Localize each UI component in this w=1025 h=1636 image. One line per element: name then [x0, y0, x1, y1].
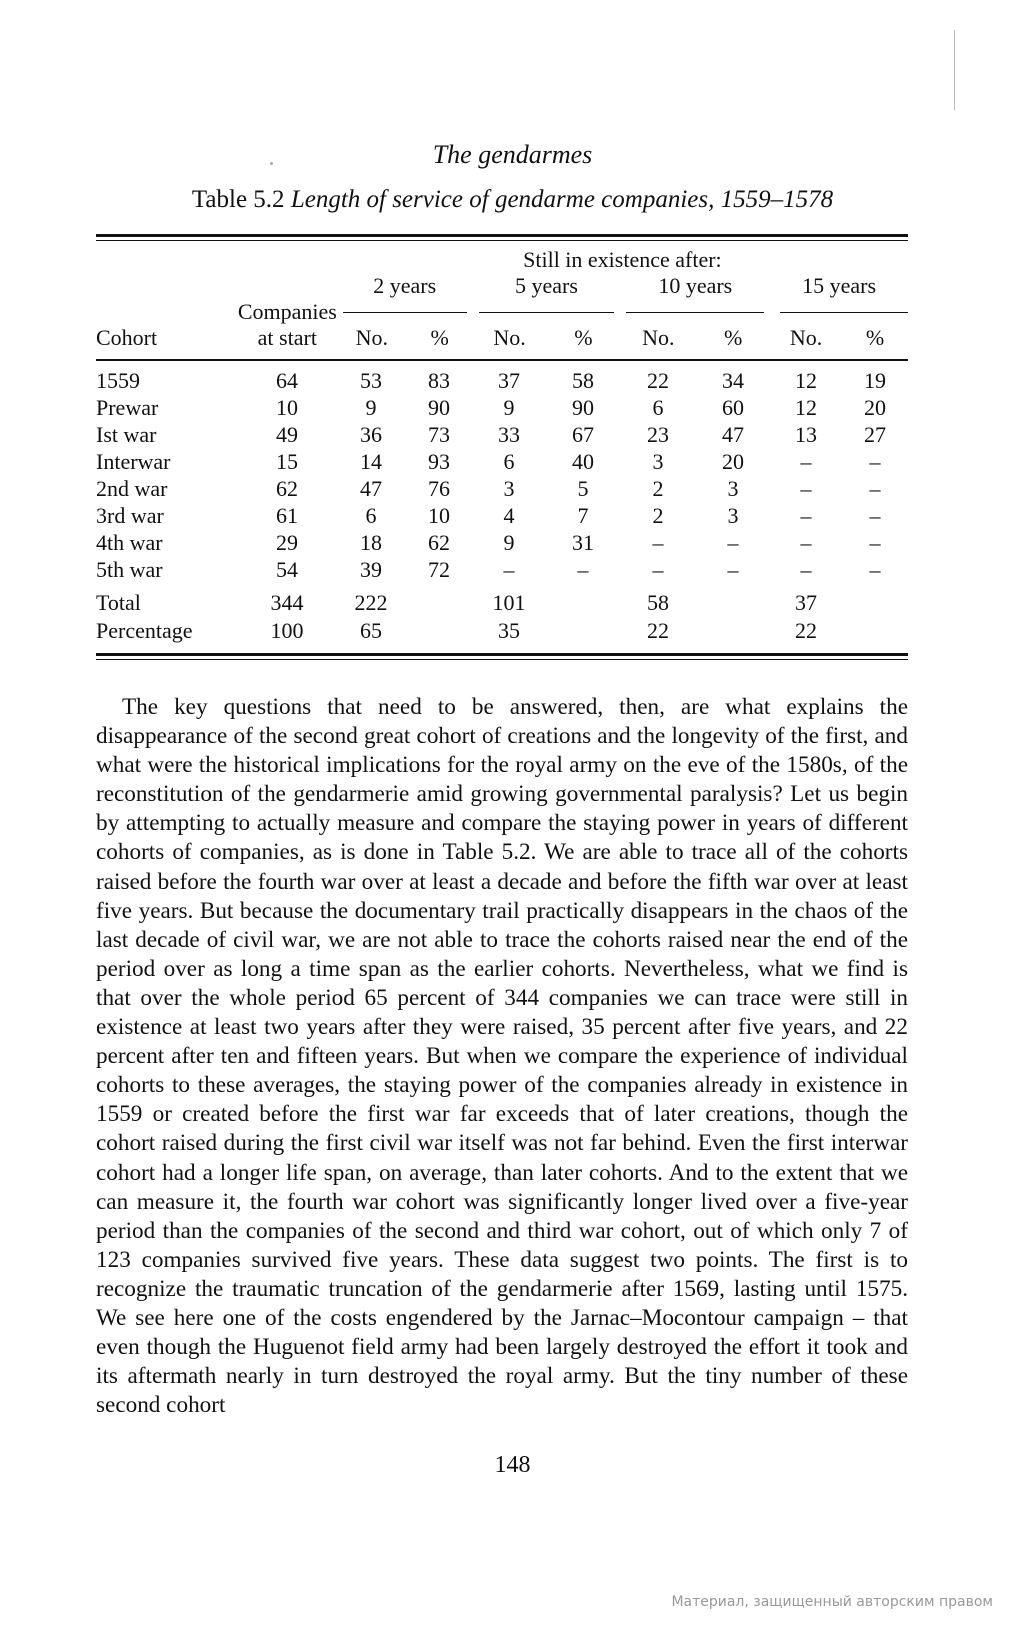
- percent-cell: 19: [864, 367, 886, 393]
- cohort-cell: 4th war: [96, 529, 163, 555]
- count-cell: 37: [498, 367, 520, 393]
- running-head: The gendarmes: [432, 140, 593, 169]
- group-5-years: 5 years: [515, 273, 578, 298]
- percent-cell: –: [869, 529, 881, 555]
- count-cell: 9: [365, 394, 377, 420]
- group-underline: [626, 312, 764, 313]
- count-cell: 22: [647, 367, 669, 393]
- percent-cell: [696, 583, 770, 617]
- count-cell: 9: [503, 529, 515, 555]
- cohort-cell: Prewar: [96, 394, 159, 420]
- group-underline: [479, 312, 615, 313]
- table-row: [96, 617, 908, 645]
- count-cell: 65: [360, 618, 382, 643]
- count-cell: –: [800, 556, 812, 582]
- percent-cell: 73: [428, 421, 450, 447]
- cohort-cell: 1559: [96, 367, 140, 393]
- percent-cell: 67: [572, 421, 594, 447]
- group-15-years: 15 years: [802, 273, 877, 298]
- percent-cell: 7: [577, 502, 589, 528]
- percent-cell: 3: [727, 502, 739, 528]
- table-caption: [0, 186, 1025, 214]
- table-label: Table 5.2: [191, 186, 285, 213]
- page-number: 148: [494, 1452, 531, 1478]
- count-cell: 35: [498, 618, 520, 643]
- percent-cell: 72: [428, 556, 450, 582]
- companies-cell: 64: [276, 367, 298, 393]
- percent-cell: [546, 617, 620, 645]
- percent-cell: [406, 617, 472, 645]
- percent-cell: [696, 617, 770, 645]
- header-rule: [96, 359, 908, 361]
- count-cell: 22: [647, 618, 669, 643]
- companies-cell: 100: [270, 618, 304, 643]
- percent-cell: 47: [722, 421, 744, 447]
- cohort-cell: Interwar: [96, 448, 171, 474]
- count-cell: 9: [503, 394, 515, 420]
- count-cell: 36: [360, 421, 382, 447]
- companies-cell: 10: [276, 394, 298, 420]
- count-cell: 2: [652, 475, 664, 501]
- sub-no: No.: [642, 325, 675, 350]
- percent-cell: 90: [572, 394, 594, 420]
- percent-cell: 34: [722, 367, 744, 393]
- group-underline: [343, 312, 467, 313]
- percent-cell: –: [577, 556, 589, 582]
- cohort-cell: Total: [96, 590, 141, 615]
- percent-cell: [842, 617, 908, 645]
- page-edge-line: [954, 30, 955, 110]
- table-title: Length of service of gendarme companies, 1559–1578: [290, 186, 834, 213]
- count-cell: 58: [647, 590, 669, 615]
- percent-cell: 83: [428, 367, 450, 393]
- sub-pct: %: [574, 325, 593, 350]
- cohort-cell: Percentage: [96, 618, 193, 643]
- sub-pct: %: [724, 325, 743, 350]
- body-paragraph: The key questions that need to be answered, then, are what explains the disappearance of the second great cohort of creations and the longevity of the first, and what were the historical implications for the royal army on the eve of the 1580s, of the reconstitution of the gendarmerie amid growing governmental paralysis? Let us begin by attempting to actually measure and compare the staying power in years of different cohorts of companies, as is done in Table 5.2. We are able to trace all of the cohorts raised before the fourth war over at least a decade and before the fifth war over at least five years. But because the documentary trail practically disappears in the chaos of the last decade of civil war, we are not able to trace the cohorts raised near the end of the period over as long a time span as the earlier cohorts. Nevertheless, what we find is that over the whole period 65 percent of 344 companies we can trace were still in existence at least two years after they were raised, 35 percent after five years, and 22 percent after ten and fifteen years. But when we compare the experience of individual cohorts to these averages, the staying power of the companies already in existence in 1559 or created before the first war far exceeds that of later creations, though the cohort raised during the first civil war itself was not far behind. Even the first interwar cohort had a longer life span, on average, than later cohorts. And to the extent that we can measure it, the fourth war cohort was significantly longer lived over a five-year period than the companies of the second and third war cohort, out of which only 7 of 123 companies survived five years. These data suggest two points. The first is to recognize the traumatic truncation of the gendarmerie after 1569, lasting until 1575. We see here one of the costs engendered by the Jarnac–Mocontour campaign – that even though the Huguenot field army had been largely destroyed the effort it took and its aftermath nearly in turn destroyed the royal army. But the tiny number of these second cohort: [96, 694, 908, 1419]
- companies-cell: 54: [276, 556, 298, 582]
- percent-cell: 58: [572, 367, 594, 393]
- count-cell: 101: [492, 590, 526, 615]
- count-cell: 39: [360, 556, 382, 582]
- count-cell: 3: [652, 448, 664, 474]
- count-cell: 53: [360, 367, 382, 393]
- companies-cell: 29: [276, 529, 298, 555]
- table-row: [96, 502, 908, 529]
- group-2-years: 2 years: [373, 273, 437, 298]
- percent-cell: 5: [577, 475, 589, 501]
- count-cell: 23: [647, 421, 669, 447]
- col-companies-bottom: at start: [257, 325, 317, 350]
- percent-cell: 27: [864, 421, 886, 447]
- spanner-label: Still in existence after:: [523, 247, 722, 272]
- percent-cell: –: [869, 556, 881, 582]
- col-cohort: Cohort: [96, 325, 158, 350]
- table-row: [96, 448, 908, 475]
- percent-cell: 93: [428, 448, 450, 474]
- companies-cell: 344: [270, 590, 304, 615]
- table-block: [96, 234, 908, 660]
- percent-cell: –: [869, 502, 881, 528]
- count-cell: 6: [503, 448, 515, 474]
- table-row: [96, 475, 908, 502]
- count-cell: –: [800, 448, 812, 474]
- count-cell: –: [652, 529, 664, 555]
- header-sub-row: [96, 325, 908, 351]
- cohort-cell: 2nd war: [96, 475, 168, 501]
- sub-no: No.: [493, 325, 526, 350]
- percent-cell: 10: [428, 502, 450, 528]
- header-group-row: [96, 273, 908, 299]
- header-spanner-row: [96, 241, 908, 273]
- percent-cell: 20: [864, 394, 886, 420]
- percent-cell: 40: [572, 448, 594, 474]
- percent-cell: 62: [428, 529, 450, 555]
- percent-cell: –: [727, 556, 739, 582]
- count-cell: –: [503, 556, 515, 582]
- sub-no: No.: [789, 325, 823, 350]
- percent-cell: 31: [572, 529, 594, 555]
- companies-cell: 61: [276, 502, 298, 528]
- count-cell: 13: [795, 421, 817, 447]
- percent-cell: [842, 583, 908, 617]
- table-row: [96, 394, 908, 421]
- percent-cell: 3: [727, 475, 739, 501]
- percent-cell: –: [727, 529, 739, 555]
- companies-cell: 15: [276, 448, 298, 474]
- count-cell: 22: [795, 618, 817, 643]
- companies-cell: 49: [276, 421, 298, 447]
- percent-cell: 76: [428, 475, 450, 501]
- group-underline: [780, 312, 908, 313]
- percent-cell: –: [869, 475, 881, 501]
- sub-pct: %: [430, 325, 449, 350]
- table-row: [96, 421, 908, 448]
- percent-cell: 20: [722, 448, 744, 474]
- percent-cell: [546, 583, 620, 617]
- sub-no: No.: [355, 325, 388, 350]
- count-cell: 12: [795, 394, 817, 420]
- body-text: [96, 693, 908, 1420]
- table-top-rule: [96, 234, 908, 241]
- percent-cell: –: [869, 448, 881, 474]
- sub-pct: %: [865, 325, 885, 350]
- group-10-years: 10 years: [658, 273, 733, 298]
- count-cell: 12: [795, 367, 817, 393]
- count-cell: –: [800, 475, 812, 501]
- data-table-body: [96, 367, 908, 645]
- count-cell: 6: [652, 394, 664, 420]
- col-companies-top: Companies: [237, 299, 337, 324]
- percent-cell: 90: [428, 394, 450, 420]
- table-row: [96, 556, 908, 583]
- table-row: [96, 367, 908, 394]
- cohort-cell: Ist war: [96, 421, 157, 447]
- percent-cell: 60: [722, 394, 744, 420]
- count-cell: 33: [498, 421, 520, 447]
- count-cell: 14: [360, 448, 382, 474]
- table-row: [96, 529, 908, 556]
- count-cell: 4: [503, 502, 515, 528]
- count-cell: 2: [652, 502, 664, 528]
- count-cell: 6: [365, 502, 377, 528]
- percent-cell: [406, 583, 472, 617]
- header-companies-row: [96, 299, 908, 325]
- count-cell: 37: [795, 590, 817, 615]
- count-cell: –: [652, 556, 664, 582]
- cohort-cell: 5th war: [96, 556, 163, 582]
- data-table: [96, 241, 908, 351]
- copyright-watermark: Материал, защищенный авторским правом: [671, 1594, 993, 1610]
- count-cell: 18: [360, 529, 382, 555]
- count-cell: –: [800, 529, 812, 555]
- count-cell: 3: [503, 475, 515, 501]
- table-bottom-rule: [96, 653, 908, 660]
- count-cell: –: [800, 502, 812, 528]
- count-cell: 47: [360, 475, 382, 501]
- cohort-cell: 3rd war: [96, 502, 164, 528]
- count-cell: 222: [354, 590, 388, 615]
- companies-cell: 62: [276, 475, 298, 501]
- table-row: [96, 583, 908, 617]
